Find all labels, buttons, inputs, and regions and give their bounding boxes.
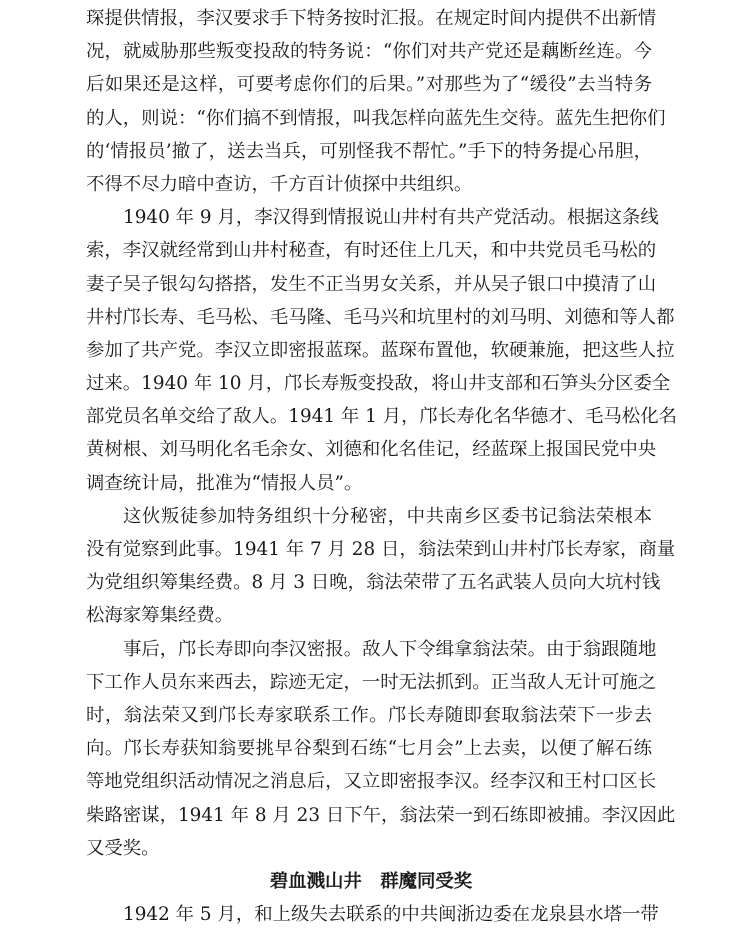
section-heading: 碧血溅山井 群魔同受奖 xyxy=(269,870,473,892)
text-line: 时，翁法荣又到邝长寿家联系工作。邝长寿随即套取翁法荣下一步去 xyxy=(86,704,652,726)
text-line: 向。邝长寿获知翁要挑早谷梨到石练“七月会”上去卖，以便了解石练 xyxy=(86,738,652,760)
text-line: 妻子吴子银勾勾搭搭，发生不正当男女关系，并从吴子银口中摸清了山 xyxy=(86,273,657,295)
text-line: 调查统计局，批准为“情报人员”。 xyxy=(86,472,363,494)
document-page xyxy=(86,2,677,931)
text-line: 况，就威胁那些叛变投敌的特务说：“你们对共产党还是藕断丝连。今 xyxy=(86,41,652,63)
text-line: 参加了共产党。李汉立即密报蓝琛。蓝琛布置他，软硬兼施，把这些人拉 xyxy=(86,339,675,361)
text-line: 的人，则说：“你们搞不到情报，叫我怎样向蓝先生交待。蓝先生把你们 xyxy=(86,107,666,129)
paragraph-3 xyxy=(86,500,676,633)
paragraph-4 xyxy=(86,633,676,865)
text-line: 黄树根、刘马明化名毛余女、刘德和化名佳记，经蓝琛上报国民党中央 xyxy=(86,439,657,461)
paragraph-1 xyxy=(86,2,666,201)
text-line: 事后，邝长寿即向李汉密报。敌人下令缉拿翁法荣。由于翁跟随地 xyxy=(123,638,657,660)
text-line: 索，李汉就经常到山井村秘查，有时还住上几天，和中共党员毛马松的 xyxy=(86,240,657,262)
text-line: 井村邝长寿、毛马松、毛马隆、毛马兴和坑里村的刘马明、刘德和等人都 xyxy=(86,306,675,328)
text-line: 下工作人员东来西去，踪迹无定，一时无法抓到。正当敌人无计可施之 xyxy=(86,671,657,693)
text-line: 又受奖。 xyxy=(86,837,160,859)
text-line: 过来。1940 年 10 月，邝长寿叛变投敌，将山井支部和石笋头分区委全 xyxy=(86,373,671,395)
text-line: 1940 年 9 月，李汉得到情报说山井村有共产党活动。根据这条线 xyxy=(123,207,659,229)
text-line: 为党组织筹集经费。8 月 3 日晚，翁法荣带了五名武装人员向大坑村钱 xyxy=(86,572,661,594)
text-line: 部党员名单交给了敌人。1941 年 1 月，邝长寿化名华德才、毛马松化名 xyxy=(86,406,677,428)
paragraph-2 xyxy=(86,201,677,500)
text-line: 不得不尽力暗中查访，千方百计侦探中共组织。 xyxy=(86,173,473,195)
text-line: 这伙叛徒参加特务组织十分秘密，中共南乡区委书记翁法荣根本 xyxy=(123,505,652,527)
text-line: 柴路密谋，1941 年 8 月 23 日下午，翁法荣一到石练即被捕。李汉因此 xyxy=(86,804,676,826)
text-line: 松海家筹集经费。 xyxy=(86,605,234,627)
text-line: 等地党组织活动情况之消息后，又立即密报李汉。经李汉和王村口区长 xyxy=(86,771,657,793)
text-line: 没有觉察到此事。1941 年 7 月 28 日，翁法荣到山井村邝长寿家，商量 xyxy=(86,539,676,560)
text-line: 后如果还是这样，可要考虑你们的后果。”对那些为了“缓役”去当特务 xyxy=(86,74,652,96)
paragraph-5 xyxy=(86,898,659,931)
text-line: 1942 年 5 月，和上级失去联系的中共闽浙边委在龙泉县水塔一带 xyxy=(123,904,659,926)
text-line: 的‘情报员’撤了，送去当兵，可别怪我不帮忙。”手下的特务提心吊胆， xyxy=(86,140,652,162)
text-line: 琛提供情报，李汉要求手下特务按时汇报。在规定时间内提供不出新情 xyxy=(86,8,657,29)
